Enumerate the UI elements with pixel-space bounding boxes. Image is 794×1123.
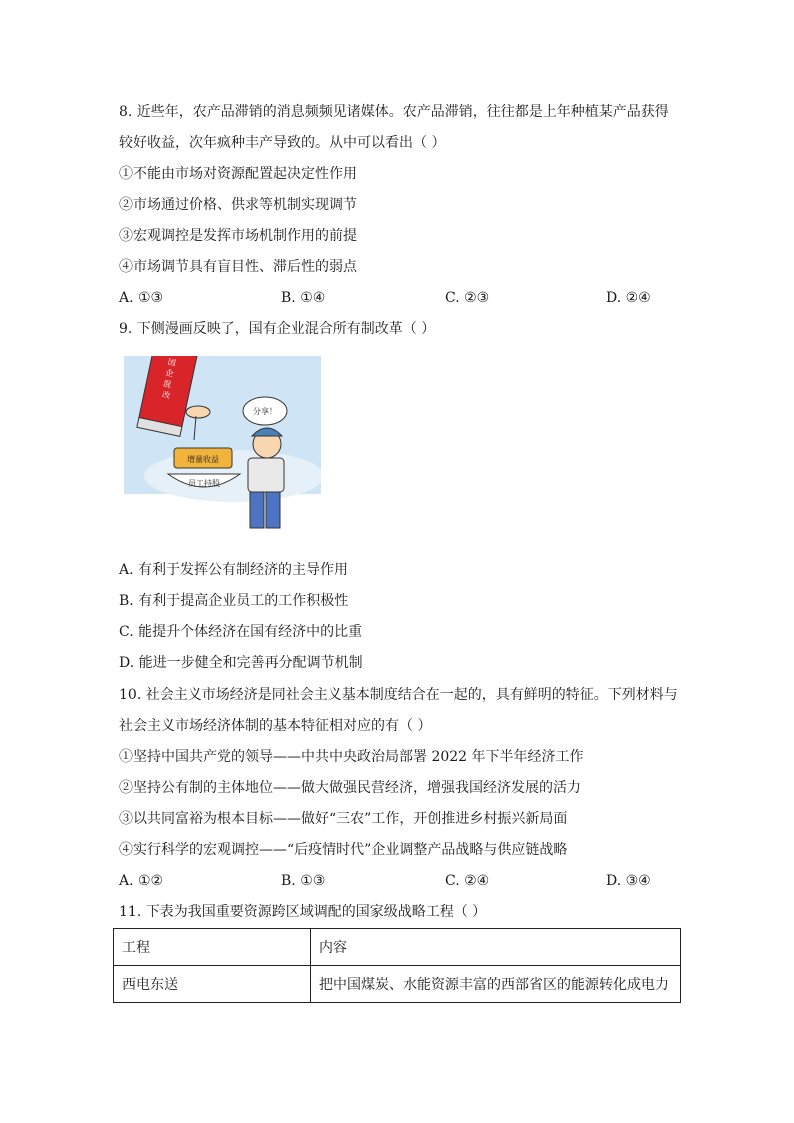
q8-item-2: ②市场通过价格、供求等机制实现调节 bbox=[119, 197, 357, 213]
table-header-cell: 工程 bbox=[114, 929, 311, 966]
q10-item-2: ②坚持公有制的主体地位——做大做强民营经济，增强我国经济发展的活力 bbox=[119, 780, 581, 796]
q10-options bbox=[119, 871, 679, 891]
tube-char-4: 改 bbox=[161, 389, 171, 401]
q8-item-3: ③宏观调控是发挥市场机制作用的前提 bbox=[119, 228, 357, 244]
q8-option-d[interactable]: D. ②④ bbox=[606, 290, 651, 306]
block-text: 增量收益 bbox=[187, 455, 219, 464]
tube-char-3: 混 bbox=[162, 378, 173, 390]
q9-option-a[interactable]: A. 有利于发挥公有制经济的主导作用 bbox=[119, 562, 349, 578]
tube-char-2: 企 bbox=[164, 368, 175, 379]
q10-option-a[interactable]: A. ①② bbox=[119, 873, 164, 889]
q10-item-1: ①坚持中国共产党的领导——中共中央政治局部署 2022 年下半年经济工作 bbox=[119, 749, 584, 765]
table-cell: 西电东送 bbox=[114, 966, 311, 1003]
q10-item-3: ③以共同富裕为根本目标——做好“三农”工作，开创推进乡村振兴新局面 bbox=[119, 811, 568, 827]
q10-option-d[interactable]: D. ③④ bbox=[606, 873, 651, 889]
q8-options bbox=[119, 288, 679, 308]
q9-stem: 9. 下侧漫画反映了，国有企业混合所有制改革（ ） bbox=[119, 321, 436, 337]
q11-stem: 11. 下表为我国重要资源跨区域调配的国家级战略工程（ ） bbox=[119, 904, 487, 920]
bowl-text: 员工持股 bbox=[188, 479, 220, 488]
q8-option-a[interactable]: A. ①③ bbox=[119, 290, 164, 306]
q9-option-c[interactable]: C. 能提升个体经济在国有经济中的比重 bbox=[119, 624, 363, 640]
q11-table bbox=[113, 928, 681, 1003]
q8-option-b[interactable]: B. ①④ bbox=[281, 290, 326, 306]
q10-option-c[interactable]: C. ②④ bbox=[445, 873, 490, 889]
q8-stem-line1: 8. 近些年，农产品滞销的消息频频见诸媒体。农产品滞销，往往都是上年种植某产品获得 bbox=[119, 104, 669, 120]
q10-stem-line1: 10. 社会主义市场经济是同社会主义基本制度结合在一起的，具有鲜明的特征。下列材料与 bbox=[119, 687, 678, 703]
q9-option-d[interactable]: D. 能进一步健全和完善再分配调节机制 bbox=[119, 655, 363, 671]
table-row bbox=[114, 966, 681, 1003]
q10-option-b[interactable]: B. ①③ bbox=[281, 873, 326, 889]
bubble-text: 分享！ bbox=[253, 407, 277, 416]
reform-cartoon-image bbox=[124, 356, 321, 534]
q9-option-b[interactable]: B. 有利于提高企业员工的工作积极性 bbox=[119, 593, 349, 609]
q10-stem-line2: 社会主义市场经济体制的基本特征相对应的有（ ） bbox=[119, 718, 432, 734]
table-cell: 把中国煤炭、水能资源丰富的西部省区的能源转化成电力 bbox=[311, 966, 681, 1003]
table-header-cell: 内容 bbox=[311, 929, 681, 966]
q10-item-4: ④实行科学的宏观调控——“后疫情时代”企业调整产品战略与供应链战略 bbox=[119, 842, 568, 858]
q8-item-1: ①不能由市场对资源配置起决定性作用 bbox=[119, 166, 357, 182]
q8-stem-line2: 较好收益，次年疯种丰产导致的。从中可以看出（ ） bbox=[119, 135, 446, 151]
q8-option-c[interactable]: C. ②③ bbox=[445, 290, 490, 306]
tube-char-1: 国 bbox=[166, 357, 177, 368]
q8-item-4: ④市场调节具有盲目性、滞后性的弱点 bbox=[119, 259, 357, 275]
table-header-row bbox=[114, 929, 681, 966]
